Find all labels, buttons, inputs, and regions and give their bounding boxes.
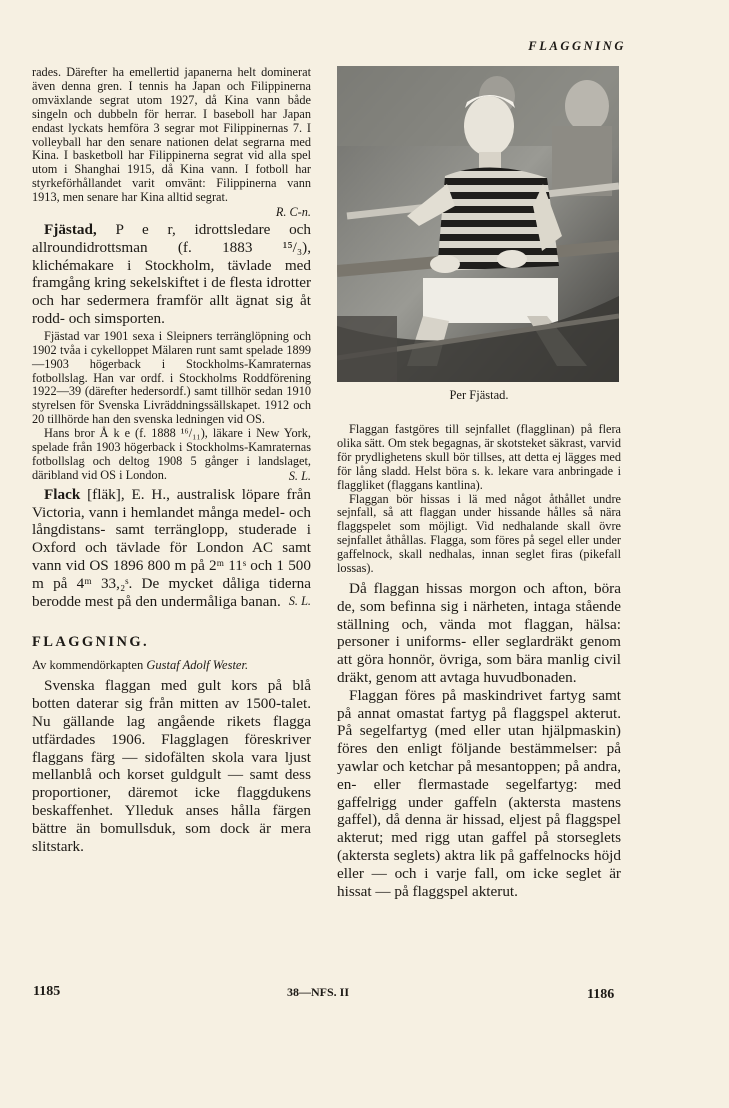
signature: S. L. <box>288 468 311 483</box>
rower-photo-image <box>337 66 619 382</box>
entry-text: idrottsledare och allroundidrottsman (f. 1883 ¹⁵/₃), klichémakare i Stockholm, tävlade med framgång kring sekelskiftet i de flesta idrotter och har sedermera framför allt ägnat sig åt rodd- och simsporten. <box>32 221 312 328</box>
large-paragraph: Flaggan föres på maskindrivet fartyg samt på annat omastat fartyg på flaggspel akterut. På segelfartyg (med eller utan hjälpmaskin) föres den enligt följande bestämmelser: på yawlar och ketchar på mesantoppen; på andra, en- eller flermastade segelfartyg: med gaffelrigg under gaffeln (aktersta mastens gaffel), då denna är hissad, eljest på flaggspel akterut; med rigg utan gaffel på storseglets (aktersta seglets) aktra lik på gaffelnocks höjd eller — och i varje fall, om icke seglet är hissat — på flaggspel akterut. <box>337 686 621 900</box>
entry-fjastad <box>32 221 311 328</box>
section-author-line <box>32 658 311 673</box>
left-page-number: 1185 <box>33 984 61 999</box>
printer-signature-mark: 38—NFS. II <box>287 985 350 999</box>
large-paragraph: Då flaggan hissas morgon och afton, böra de, som befinna sig i närheten, intaga stående ställning och, vända mot flaggan, hälsa: personer i uniforms- eller seglardräkt genom att göra honnör, övriga, som bära manlig civil dräkt, genom att avtaga huvudbonaden. <box>337 579 621 686</box>
lemma: Flack <box>44 485 81 503</box>
entry-details: Fjästad var 1901 sexa i Sleipners terränglöpning och 1902 tvåa i cykelloppet Mälaren runt samt spelade 1899—1903 högerback i Stockholms-Kamraternas fotbollslag. Han var ordf. i Stockholms Roddförening 1922—39 (därefter hedersordf.) samt tillhör sedan 1910 styrelsen för Svenska Livräddningssällskapet. 1912 och 20 tillhörde han den svenska ledningen vid OS. <box>32 328 311 427</box>
author-name: Gustaf Adolf Wester. <box>146 658 249 673</box>
lemma: Fjästad, <box>44 221 97 239</box>
running-head: FLAGGNING <box>528 39 626 53</box>
signature: S. L. <box>288 594 311 609</box>
right-page-number: 1186 <box>587 987 615 1002</box>
entry-brother: Hans bror Å k e (f. 1888 ¹⁶/₁₁), läkare i New York, spelade från 1903 högerback i Stockholms-Kamraternas fotbollslag och deltog 1908 5 gånger i landslaget, däribland vid OS i London. <box>32 426 311 482</box>
entry-flack <box>32 486 311 611</box>
signature: R. C-n. <box>275 205 311 220</box>
small-paragraph: Flaggan fastgöres till sejnfallet (flagglinan) på flera olika sätt. Om stek begagnas, är skotsteket säkrast, varvid för prydlighetens skull bör tillses, att detta ej lägges med för lång sladd. Helst böra s. k. lekare vara anbringade i flaggliket (flaggans kantlina). <box>337 422 621 492</box>
given-name: P e r, <box>115 221 176 239</box>
right-column <box>337 66 621 900</box>
left-column <box>32 66 311 855</box>
small-paragraph: Flaggan bör hissas i lä med något åthållet undre sejnfall, så att flaggan under hissande hålles så nära flaggspelet som möjligt. Vid nedhalande skall övre sejnfallet åthållas. Flagga, som föres på segel eller under gaffelnock, skall nedhalas, innan seglet firas (pikefall lossas). <box>337 491 621 576</box>
flag-intro-paragraph: Svenska flaggan med gult kors på blå botten daterar sig från mitten av 1500-talet. Nu gällande lag angående rikets flagga utfärdades 1906. Flagglagen föreskriver flaggans färg — sidofälten skola vara ljust mellanblå och korset guldgult — samt dess proportioner, däremot icke flaggdukens beskaffenhet. Ylleduk anses hålla färgen bättre än bomullsduk, som dock är mera slitstark. <box>32 677 311 855</box>
author-prefix: Av kommendörkapten <box>32 658 144 673</box>
continuation-paragraph: rades. Därefter ha emellertid japanerna helt dominerat även denna gren. I tennis ha Japan och Filippinerna omväxlande segrat utom 1927, då Kina vann både singeln och dubbeln för herrar. I baseboll har Japan endast lyckats hemföra 3 segrar mot Filippinernas 7. I volleyball har den senare nationen delat segrarna med Kina. I basketboll har Filippinerna segrat vid alla spel utom i Shanghai 1915, då Kina vann. I fotboll har styrkeförhållandet varit omvänt: Filippinerna vann 1913, men senare har Kina alltid segrat. <box>32 65 311 205</box>
entry-text: [fläk], E. H., australisk löpare från Victoria, vann i hemlandet många medel- och långdistans- samt terränglopp, studerade i Oxford och tävlade för London AC samt vann vid OS 1896 800 m på 2ᵐ 11ˢ och 1 500 m på 4ᵐ 33,₂ˢ. De mycket dåliga tiderna berodde mest på den undermåliga banan. <box>32 485 311 610</box>
photo-caption: Per Fjästad. <box>449 388 509 402</box>
portrait-photo <box>337 66 619 382</box>
section-title: FLAGGNING. <box>32 634 150 651</box>
